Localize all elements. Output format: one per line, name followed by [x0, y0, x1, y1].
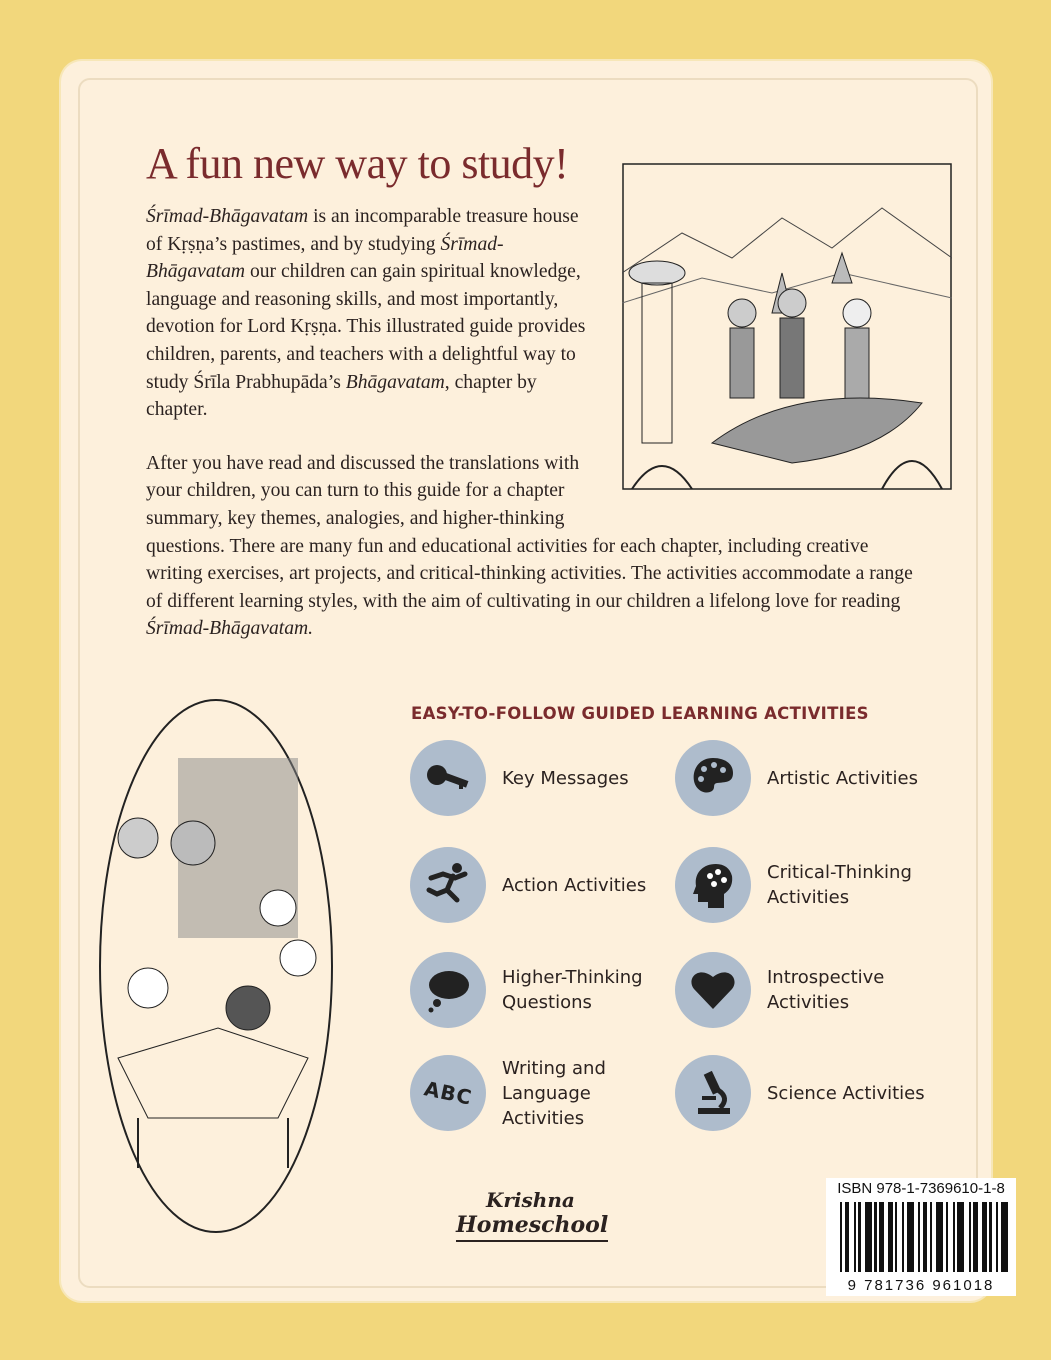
isbn-text: ISBN 978-1-7369610-1-8	[837, 1180, 1005, 1197]
activity-item	[675, 952, 927, 1028]
activity-item	[675, 847, 927, 923]
text-run: Śrīmad-Bhāgavatam	[146, 206, 309, 227]
key-icon	[410, 740, 486, 816]
activities-heading: EASY-TO-FOLLOW GUIDED LEARNING ACTIVITIES	[411, 704, 869, 723]
text-run: After you have read and discussed the translations with your children, you can turn to this guide for a chapter summary, key themes, analogies, and higher-thinking questions. There are many fun and educational activities for each chapter, including creative writing exercises, art projects, and critical-thinking activities. The activities accommodate a range of different learning styles, with the aim of cultivating in our children a lifelong love for reading	[146, 452, 913, 612]
page-title: A fun new way to study!	[146, 139, 569, 188]
activity-item	[410, 1055, 662, 1131]
activity-label: Introspective Activities	[767, 967, 885, 1013]
activity-label: Higher-Thinking Questions	[502, 967, 643, 1013]
activity-label: Science Activities	[767, 1082, 925, 1104]
activity-item	[410, 952, 662, 1028]
text-run: Śrīmad-Bhāgavatam.	[146, 618, 314, 640]
brain-head-icon	[675, 847, 751, 923]
activity-item	[410, 847, 662, 923]
abc-letters: ABC	[421, 1076, 475, 1110]
activity-label: Artistic Activities	[767, 767, 918, 789]
text-run: , chapter by chapter.	[146, 371, 537, 421]
text-run: is an incomparable treasure house of Kṛṣṇa’s pastimes, and by studying	[146, 206, 579, 255]
abc-icon	[410, 1055, 486, 1131]
text-run: our children can gain spiritual knowledge, language and reasoning skills, and most importantly, devotion for Lord Kṛṣṇa. This illustrated guide provides children, parents, and teachers with a delightful way to study Śrīla Prabhupāda’s	[146, 261, 586, 393]
barcode-bars	[840, 1202, 1008, 1272]
description-text	[146, 203, 926, 669]
krishna-homeschool-logo	[456, 1188, 608, 1242]
activity-item	[675, 740, 927, 816]
activity-label: Key Messages	[502, 767, 629, 789]
activity-label: Action Activities	[502, 874, 647, 896]
text-run: Bhāgavatam	[345, 371, 445, 393]
isbn-barcode	[826, 1178, 1016, 1296]
activity-label: Critical-Thinking Activities	[767, 862, 912, 908]
thought-bubble-icon	[410, 952, 486, 1028]
palette-icon	[675, 740, 751, 816]
running-person-icon	[410, 847, 486, 923]
activity-label: Writing and Language Activities	[502, 1057, 606, 1129]
logo-line1: Krishna	[486, 1188, 575, 1212]
text-run: Śrīmad-Bhāgavatam	[146, 233, 504, 283]
activity-item	[675, 1055, 927, 1131]
microscope-icon	[675, 1055, 751, 1131]
oval-scene-illustration	[98, 698, 334, 1234]
activity-item	[410, 740, 662, 816]
heart-icon	[675, 952, 751, 1028]
barcode-number: 9 781736 961018	[847, 1277, 995, 1294]
logo-line2: Homeschool	[456, 1212, 608, 1242]
